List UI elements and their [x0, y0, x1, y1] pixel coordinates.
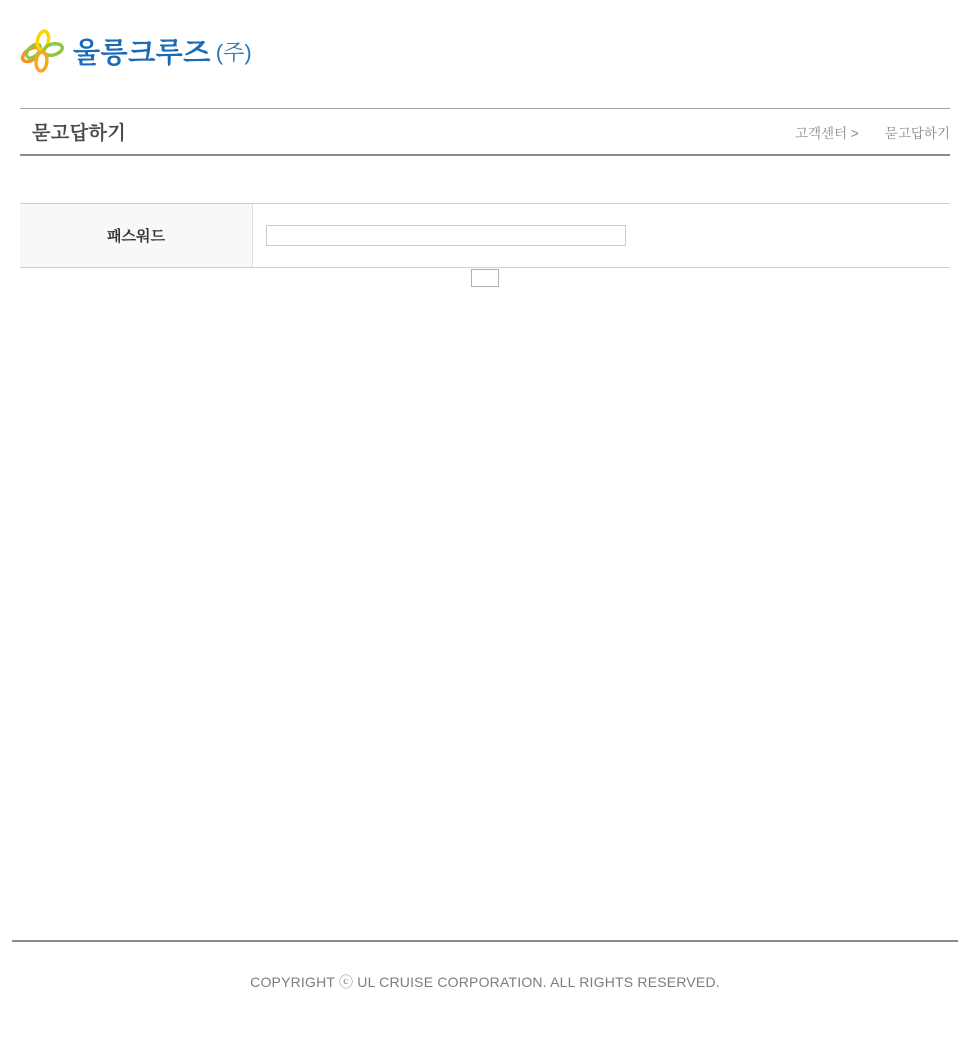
breadcrumb-separator: > [850, 125, 859, 141]
footer [12, 940, 958, 1042]
password-form-table [20, 203, 950, 268]
page-header [20, 108, 950, 156]
password-input-cell [253, 204, 950, 267]
breadcrumb-parent[interactable] [795, 122, 859, 142]
password-label: 패스워드 [20, 204, 253, 267]
breadcrumb-parent-link[interactable]: 고객센터 [794, 125, 848, 141]
copyright-text: COPYRIGHT ⓒ UL CRUISE CORPORATION. ALL RIGHTS RESERVED. [250, 974, 720, 990]
confirm-button[interactable] [471, 269, 499, 287]
logo-brand: 울릉크루즈 [73, 37, 211, 68]
confirm-row [0, 268, 970, 287]
logo[interactable] [0, 0, 970, 73]
breadcrumb-current: 묻고답하기 [884, 125, 950, 141]
breadcrumb [795, 122, 950, 142]
logo-text [73, 31, 252, 71]
flower-pinwheel-icon [20, 29, 64, 73]
page-title: 묻고답하기 [32, 123, 127, 144]
logo-suffix: (주) [215, 39, 252, 65]
password-input[interactable] [266, 225, 626, 246]
